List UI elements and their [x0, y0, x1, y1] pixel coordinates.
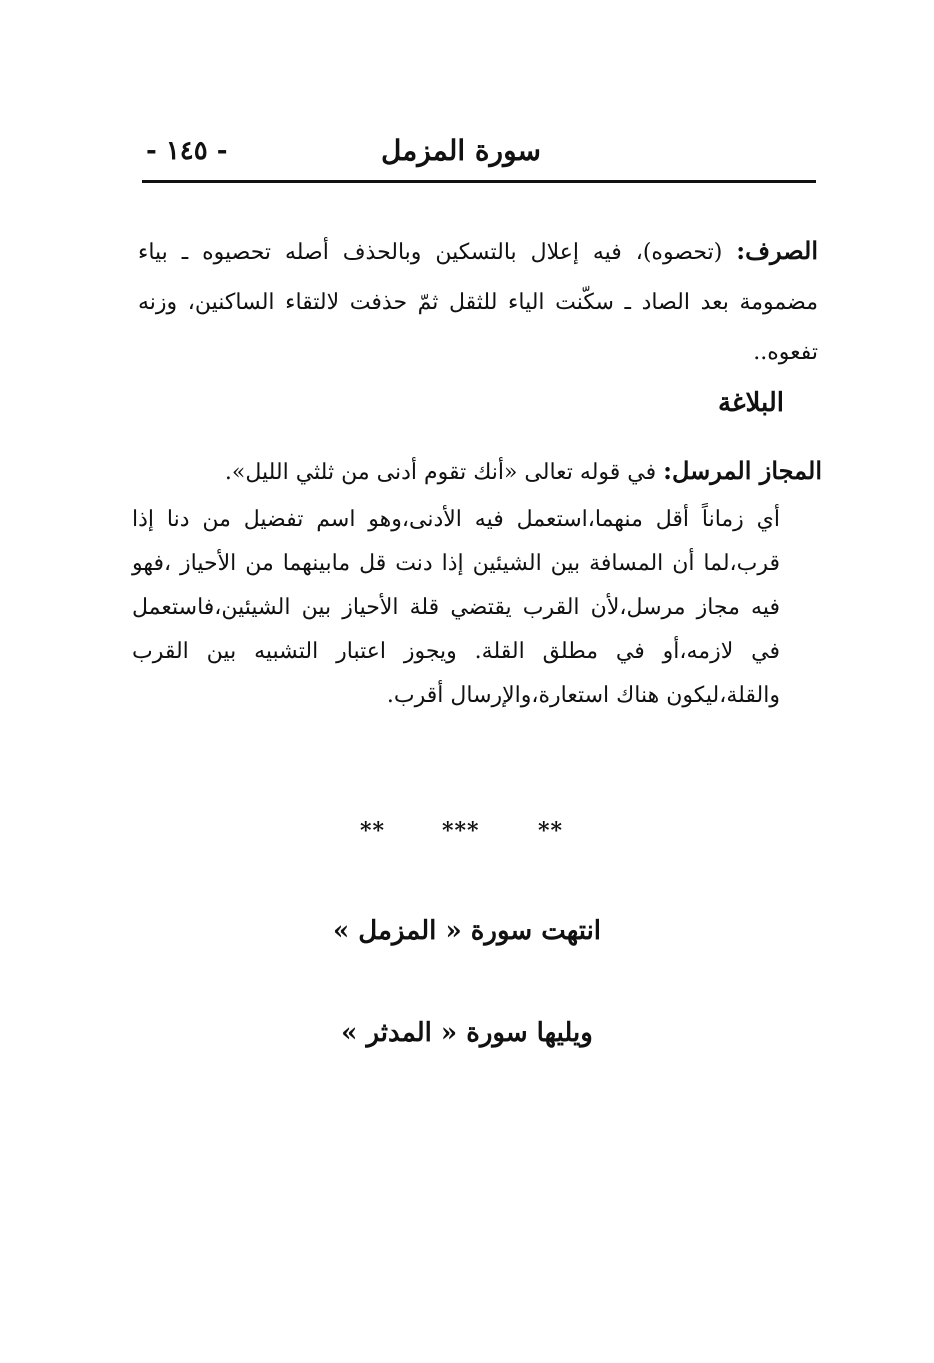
majaz-paragraph [132, 446, 822, 718]
surah-end-note: انتهت سورة « المزمل » [332, 916, 602, 946]
separator-stars-right: ** [538, 818, 564, 844]
separator-stars-left: ** [360, 818, 386, 844]
sarf-label: الصرف: [736, 236, 818, 265]
header-rule [142, 180, 816, 183]
running-header [142, 128, 816, 182]
majaz-lead-line [132, 446, 822, 498]
separator-stars-middle: *** [442, 818, 480, 844]
majaz-label: المجاز المرسل: [663, 456, 822, 485]
sarf-text: (تحصوه)، فيه إعلال بالتسكين وبالحذف أصله تحصيوه ـ بياء مضمومة بعد الصاد ـ سكّنت الياء للثقل ثمّ حذفت لالتقاء الساكنين، وزنه تفعوه.. [138, 240, 818, 365]
majaz-lead-text: في قوله تعالى «أنك تقوم أدنى من ثلثي الليل». [224, 460, 657, 485]
balagha-heading: البلاغة [717, 388, 784, 418]
sarf-paragraph [138, 226, 818, 378]
majaz-body-text: أي زماناً أقل منهما،استعمل فيه الأدنى،وهو اسم تفضيل من دنا إذا قرب،لما أن المسافة بين الشيئين إذا دنت قل مابينهما من الأحياز ،فهو فيه مجاز مرسل،لأن القرب يقتضي قلة الأحياز بين الشيئين،فاستعمل في لازمه،أو في مطلق القلة. ويجوز اعتبار التشبيه بين القرب والقلة،ليكون هناك استعارة،والإرسال أقرب. [132, 507, 780, 708]
page-header-title: سورة المزمل [380, 134, 541, 167]
section-separator [360, 818, 580, 848]
next-surah-note: ويليها سورة « المدثر » [341, 1018, 593, 1048]
page-number: - ١٤٥ - [146, 136, 228, 166]
